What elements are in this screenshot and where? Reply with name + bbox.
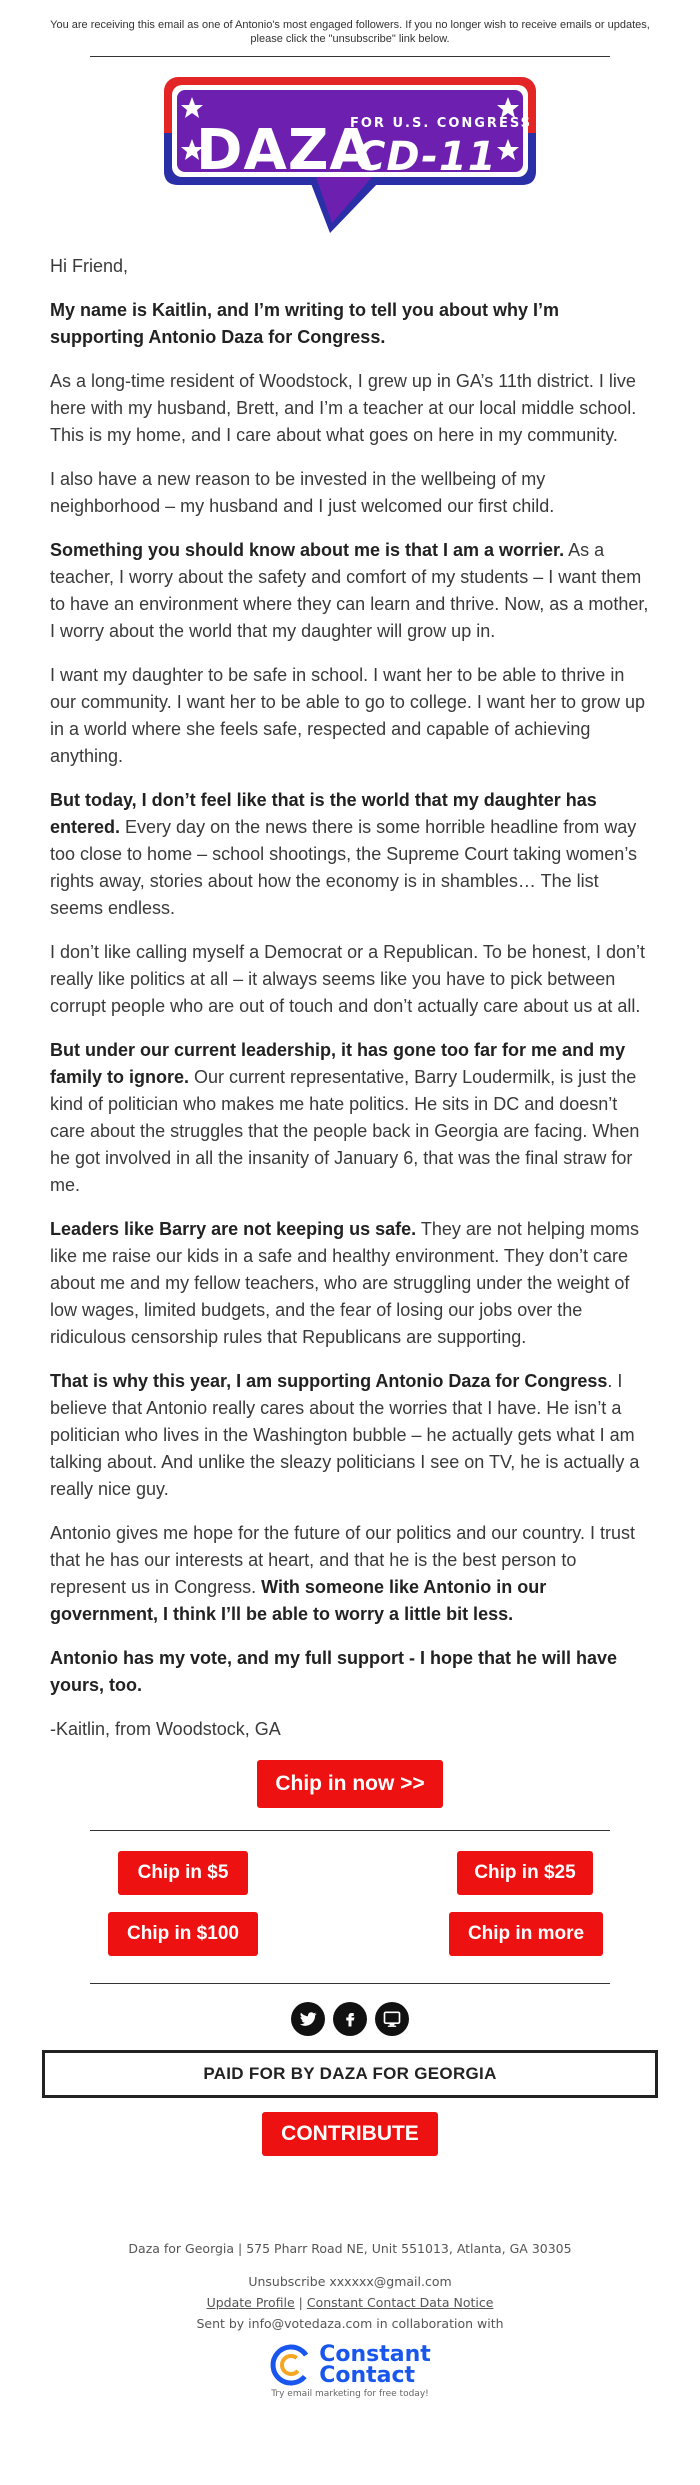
paragraph-vote [50,1645,650,1699]
logo-district: CD-11 [356,134,497,180]
logo-name: DAZA [196,118,374,183]
supporting-bold: That is why this year, I am supporting Antonio Daza for Congress [50,1371,608,1391]
constant-contact-wordmark [319,2344,431,2386]
greeting: Hi Friend, [50,256,129,276]
signature: -Kaitlin, from Woodstock, GA [50,1719,281,1739]
logo-tagline: FOR U.S. CONGRESS [350,116,532,131]
today-bold: But today, I don’t feel like that is the world that my daughter has entered. [50,790,597,837]
contribute-button[interactable]: CONTRIBUTE [262,2112,438,2156]
engagement-notice [0,0,700,46]
footer-address: Daza for Georgia | 575 Pharr Road NE, Unit 551013, Atlanta, GA 30305 [128,2241,572,2256]
supporting-text: . I believe that Antonio really cares about the worries that I have. He isn’t a politician who lives in the Washington bubble – he actually gets what I am talking about. And unlike the sleazy politicians I see on TV, he is actually a really nice guy. [50,1371,640,1499]
paragraph-resident: As a long-time resident of Woodstock, I grew up in GA’s 11th district. I live here with my husband, Brett, and I’m a teacher at our local middle school. This is my home, and I care about what goes on here in my community. [50,371,637,445]
cc-line-2: Contact [319,2363,416,2388]
chip-amounts-grid [0,1831,700,1981]
lower-divider [90,1983,610,1984]
logo-text [160,94,540,204]
notice-line-2: please click the "unsubscribe" link below. [250,33,450,45]
worrier-text: As a teacher, I worry about the safety and comfort of my students – I want them to have an environment where they can learn and thrive. Now, as a mother, I worry about the world that my daughter will grow up in. [50,540,649,641]
paragraph-intro [50,297,650,351]
hope-text: Antonio gives me hope for the future of our politics and our country. I trust that he has our interests at heart, and that he is the best person to represent us in Congress. [50,1523,635,1597]
intro-bold: My name is Kaitlin, and I’m writing to tell you about why I’m supporting Antonio Daza for Congress. [50,300,560,347]
notice-line-1: You are receiving this email as one of Antonio's most engaged followers. If you no longer wish to receive emails or updates, [50,19,650,31]
social-links [0,2002,700,2036]
paragraph-leadership [50,1037,650,1199]
leaders-text: They are not helping moms like me raise our kids in a safe and healthy environment. They don’t care about me and my fellow teachers, who are struggling under the weight of low wages, limited budgets, and the fear of losing our jobs over the ridiculous censorship rules that Republicans are supporting. [50,1219,639,1347]
twitter-icon[interactable] [291,2002,325,2036]
facebook-icon[interactable] [333,2002,367,2036]
paragraph-worrier [50,537,650,645]
constant-contact-logo[interactable] [0,2343,700,2387]
paragraph-supporting [50,1368,650,1503]
paragraph-hope [50,1520,650,1628]
leadership-text: Our current representative, Barry Loudermilk, is just the kind of politician who makes me hate politics. He sits in DC and doesn’t care about the struggles that the people back in Georgia are facing. When he got involved in all the insanity of January 6, that was the final straw for me. [50,1067,640,1195]
website-icon[interactable] [375,2002,409,2036]
paragraph-politics: I don’t like calling myself a Democrat or a Republican. To be honest, I don’t really like politics at all – it always seems like you have to pick between corrupt people who are out of touch and don’t actually care about us at all. [50,942,645,1016]
vote-bold: Antonio has my vote, and my full support - I hope that he will have yours, too. [50,1648,618,1695]
footer-links [0,2295,700,2310]
footer-link-separator: | [294,2295,307,2310]
constant-contact-icon [269,2343,313,2387]
paragraph-leaders [50,1216,650,1351]
chip-in-100-button[interactable]: Chip in $100 [108,1912,258,1956]
contribute-row [0,2112,700,2156]
paragraph-daughter: I want my daughter to be safe in school. I want her to be able to thrive in our community. I want her to be able to go to college. I want her to grow up in a world where she feels safe, respected and capable of achieving anything. [50,665,645,766]
letter-body [0,253,700,1743]
worrier-bold: Something you should know about me is that I am a worrier. [50,540,565,560]
leaders-bold: Leaders like Barry are not keeping us safe. [50,1219,417,1239]
hope-bold: With someone like Antonio in our government, I think I’ll be able to worry a little bit less. [50,1577,547,1624]
chip-now-row [0,1760,700,1808]
unsubscribe-link[interactable]: Unsubscribe xxxxxx@gmail.com [248,2274,452,2289]
paragraph-new-reason: I also have a new reason to be invested in the wellbeing of my neighborhood – my husband and I just welcomed our first child. [50,469,555,516]
chip-in-5-button[interactable]: Chip in $5 [118,1851,248,1895]
today-text: Every day on the news there is some horrible headline from way too close to home – school shootings, the Supreme Court taking women’s rights away, stories about how the economy is in shambles… The list seems endless. [50,817,637,918]
footer [0,2241,700,2399]
chip-in-more-button[interactable]: Chip in more [449,1912,603,1956]
cc-line-1: Constant [319,2342,431,2367]
chip-in-now-button[interactable]: Chip in now >> [257,1760,443,1808]
constant-contact-tagline: Try email marketing for free today! [271,2389,429,2399]
leadership-bold: But under our current leadership, it has gone too far for me and my family to ignore. [50,1040,626,1087]
data-notice-link[interactable]: Constant Contact Data Notice [306,2295,494,2310]
update-profile-link[interactable]: Update Profile [206,2295,295,2310]
paid-for-disclaimer: PAID FOR BY DAZA FOR GEORGIA [42,2050,658,2098]
sent-by: Sent by info@votedaza.com in collaboration with [196,2316,504,2331]
paragraph-today [50,787,650,922]
top-divider [90,56,610,57]
chip-in-25-button[interactable]: Chip in $25 [457,1851,593,1895]
